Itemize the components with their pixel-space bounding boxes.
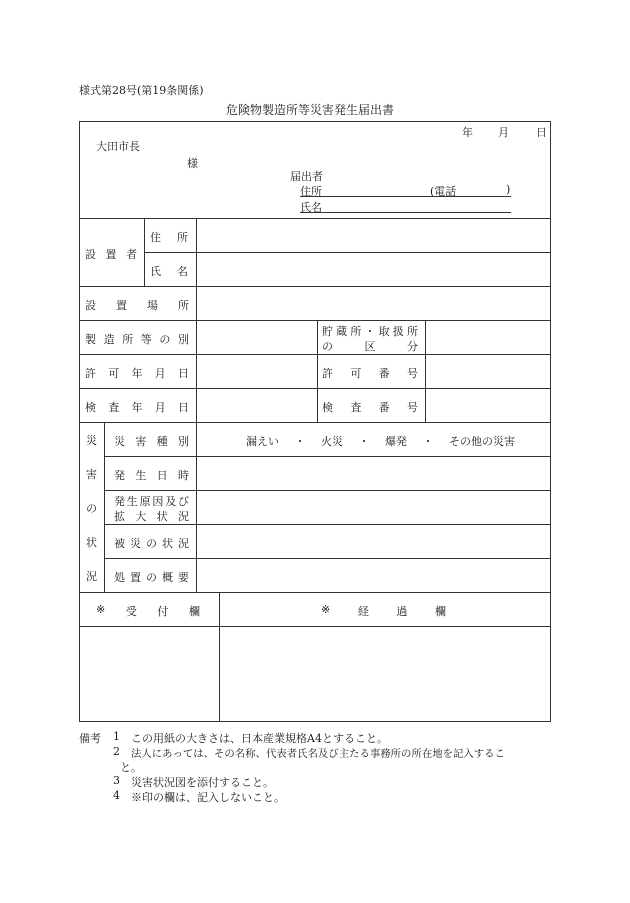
disaster-type-fire: 火災 <box>321 435 343 448</box>
label-char: 検 <box>322 401 333 414</box>
note-number: 3 <box>113 774 120 787</box>
label-char: 号 <box>406 367 418 380</box>
label-char: 年 <box>131 401 143 414</box>
label-char: ・ <box>364 325 376 338</box>
label-char: 住 <box>150 231 161 244</box>
col-divider <box>219 592 220 722</box>
installer-name-label <box>150 263 188 279</box>
label-char: 拡 <box>114 510 125 523</box>
note-text: ※印の欄は、記入しないこと。 <box>131 791 285 804</box>
label-char: 所 <box>178 299 189 312</box>
damage-label <box>114 535 189 551</box>
label-char: 造 <box>103 333 115 346</box>
col-divider <box>144 218 145 286</box>
label-char: 種 <box>156 435 168 448</box>
separator: ・ <box>294 435 306 448</box>
label-char: 月 <box>154 401 166 414</box>
label-char: 別 <box>177 435 189 448</box>
label-char: ※ <box>96 603 106 616</box>
row-divider <box>144 252 551 253</box>
notifier-address-label: 住所 <box>300 185 322 198</box>
label-char: 状 <box>156 510 168 523</box>
label-char: 時 <box>177 469 189 482</box>
label-char: 生 <box>135 469 147 482</box>
name-underline <box>300 212 511 213</box>
col-divider <box>317 320 318 422</box>
label-char: 所 <box>177 231 188 244</box>
installer-label <box>85 246 137 262</box>
label-char: 許 <box>322 367 333 380</box>
label-char: 月 <box>154 367 166 380</box>
label-char: 因 <box>152 495 164 508</box>
label-char: 所 <box>406 325 418 338</box>
label-char: 状 <box>162 537 173 550</box>
label-char: 及 <box>165 495 177 508</box>
label-char: 災 <box>114 435 125 448</box>
label-char: の <box>146 537 157 550</box>
label-char: 等 <box>140 333 152 346</box>
label-char: 日 <box>178 367 189 380</box>
notifier-label: 届出者 <box>290 170 323 183</box>
row-divider <box>79 422 551 423</box>
label-char: 製 <box>85 333 96 346</box>
label-char: 所 <box>350 325 362 338</box>
col-divider <box>196 218 197 592</box>
note-text: 災害状況図を添付すること。 <box>131 776 274 789</box>
disaster-type-label <box>114 433 189 449</box>
label-char: 欄 <box>189 605 200 618</box>
label-char: ※ <box>321 603 331 616</box>
label-char: の <box>159 333 171 346</box>
note-text: 法人にあっては、その名称、代表者氏名及び主たる事務所の所在地を記入するこ <box>131 748 505 760</box>
label-char: の <box>146 571 157 584</box>
disaster-group-char: の <box>86 502 97 515</box>
label-char: 号 <box>406 401 418 414</box>
separator: ・ <box>422 435 434 448</box>
label-char: 年 <box>131 367 143 380</box>
form-number: 様式第28号(第19条関係) <box>79 84 204 97</box>
label-char: 蔵 <box>336 325 348 338</box>
label-char: 況 <box>177 510 189 523</box>
row-divider <box>79 626 551 627</box>
label-char: 要 <box>178 571 189 584</box>
label-char: 置 <box>130 571 141 584</box>
label-char: 者 <box>126 248 137 261</box>
row-divider <box>79 388 551 389</box>
label-char: 査 <box>108 401 120 414</box>
label-char: 区 <box>364 340 376 353</box>
notes-header: 備考 <box>79 732 101 745</box>
row-divider <box>79 592 551 593</box>
progress-column-header <box>321 603 446 619</box>
label-char: 原 <box>139 495 151 508</box>
measures-label <box>114 569 189 585</box>
label-char: 所 <box>122 333 134 346</box>
label-char: 貯 <box>322 325 333 338</box>
note-number: 2 <box>113 745 120 758</box>
addressee-name: 大田市長 <box>96 140 140 153</box>
label-char: 置 <box>116 299 127 312</box>
label-char: 名 <box>177 265 188 278</box>
permit-number-label <box>322 365 418 381</box>
cause-label-2 <box>114 508 189 524</box>
installer-address-label <box>150 229 188 245</box>
label-char: 別 <box>177 333 189 346</box>
disaster-group-char: 災 <box>86 434 97 447</box>
label-char: 概 <box>162 571 173 584</box>
label-char: 大 <box>135 510 147 523</box>
label-char: 場 <box>147 299 158 312</box>
disaster-type-options <box>246 433 515 449</box>
label-char: 取 <box>378 325 390 338</box>
row-divider <box>79 320 551 321</box>
label-char: 設 <box>85 299 96 312</box>
label-char: 況 <box>178 537 189 550</box>
notifier-phone-label: (電話 <box>430 185 457 198</box>
row-divider <box>104 490 551 491</box>
notifier-phone-close: ) <box>506 183 511 196</box>
separator: ・ <box>358 435 370 448</box>
label-char: 発 <box>114 495 125 508</box>
storage-handling-label-2 <box>322 338 418 354</box>
label-char: 付 <box>157 605 169 618</box>
row-divider <box>79 218 551 219</box>
row-divider <box>79 354 551 355</box>
col-divider <box>425 320 426 422</box>
inspection-number-label <box>322 399 418 415</box>
note-number: 1 <box>113 730 120 743</box>
disaster-type-other: その他の災害 <box>449 435 515 448</box>
permit-date-label <box>85 365 189 381</box>
occurrence-datetime-label <box>114 467 189 483</box>
document-title: 危険物製造所等災害発生届出書 <box>226 103 395 117</box>
label-char: 日 <box>156 469 168 482</box>
label-char: 過 <box>396 605 408 618</box>
note-text: この用紙の大きさは、日本産業規格A4とすること。 <box>131 732 388 745</box>
label-char: 許 <box>85 367 96 380</box>
disaster-group-char: 害 <box>86 468 97 481</box>
label-char: 処 <box>114 571 125 584</box>
label-char: 置 <box>105 248 117 261</box>
label-char: 番 <box>378 367 390 380</box>
disaster-type-leak: 漏えい <box>246 435 279 448</box>
label-char: 番 <box>378 401 390 414</box>
label-char: 受 <box>125 605 137 618</box>
label-char: 検 <box>85 401 96 414</box>
date-day: 日 <box>536 126 547 139</box>
label-char: 査 <box>350 401 362 414</box>
address-underline <box>300 196 511 197</box>
storage-handling-label-1 <box>322 323 418 339</box>
label-char: 扱 <box>392 325 404 338</box>
date-year: 年 <box>462 126 473 139</box>
facility-type-label <box>85 331 189 347</box>
label-char: の <box>322 340 333 353</box>
reception-column-header <box>96 603 200 619</box>
label-char: 経 <box>357 605 369 618</box>
col-divider <box>104 422 105 592</box>
notifier-name-label: 氏名 <box>300 201 322 214</box>
row-divider <box>79 286 551 287</box>
label-char: 欄 <box>435 605 446 618</box>
location-label <box>85 297 189 313</box>
label-char: 設 <box>85 248 96 261</box>
disaster-group-char: 状 <box>86 536 97 549</box>
label-char: 日 <box>178 401 189 414</box>
label-char: 可 <box>108 367 120 380</box>
disaster-group-char: 況 <box>86 570 97 583</box>
row-divider <box>104 456 551 457</box>
label-char: 害 <box>135 435 147 448</box>
label-char: 氏 <box>150 265 161 278</box>
addressee-honorific: 様 <box>187 157 198 170</box>
note-number: 4 <box>113 789 120 802</box>
disaster-type-explosion: 爆発 <box>385 435 407 448</box>
inspection-date-label <box>85 399 189 415</box>
label-char: び <box>177 495 189 508</box>
label-char: 分 <box>407 340 418 353</box>
row-divider <box>104 524 551 525</box>
row-divider <box>104 558 551 559</box>
label-char: 発 <box>114 469 125 482</box>
label-char: 被 <box>114 537 125 550</box>
label-char: 生 <box>126 495 138 508</box>
date-month: 月 <box>498 126 509 139</box>
label-char: 可 <box>350 367 362 380</box>
note-text-continued: と。 <box>120 761 142 774</box>
label-char: 災 <box>130 537 141 550</box>
cause-label-1 <box>114 493 189 509</box>
